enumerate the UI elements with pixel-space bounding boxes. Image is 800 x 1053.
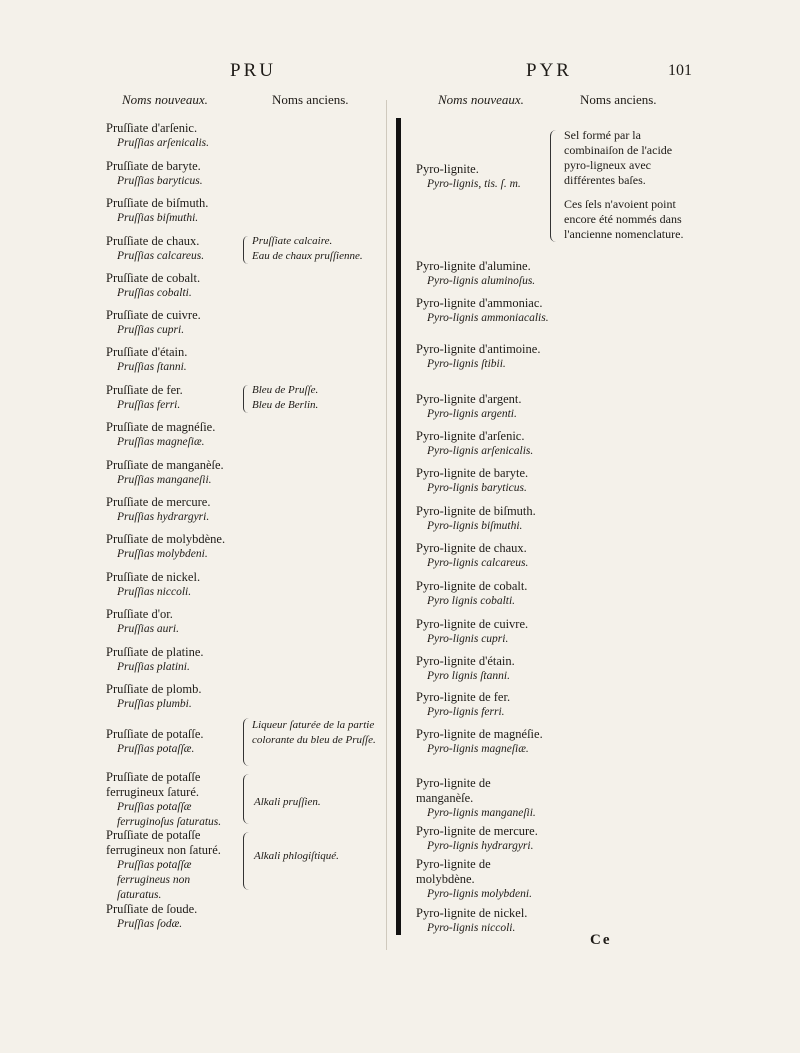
brace-fer <box>243 385 248 413</box>
entry-new-name: Pruſſiate de potaſſe ferrugineux ſaturé. <box>106 770 201 799</box>
entry-prussiate-etain <box>106 345 256 375</box>
entry-latin-name: Pruſſias potaſſæ ferruginoſus ſaturatus. <box>117 801 222 828</box>
entry-new-name: Pyro-lignite. <box>416 162 479 176</box>
note-pyro-ligneux: Sel formé par la combinaiſon de l'acide pyro-ligneux avec différentes baſes. <box>564 128 673 187</box>
entry-pyro-lignite-manganese <box>416 776 546 821</box>
column-divider-rule <box>396 118 401 935</box>
entry-new-name: Pyro-lignite de cuivre. <box>416 617 529 631</box>
entry-latin-name: Pruſſias auri. <box>117 623 179 635</box>
entry-latin-name: Pruſſias biſmuthi. <box>117 212 199 224</box>
entry-prussiate-molybdene <box>106 532 256 562</box>
entry-pyro-lignite-cobalt <box>416 579 552 609</box>
entry-pyro-lignite-baryte <box>416 466 552 496</box>
entry-latin-name: Pruſſias magneſiæ. <box>117 436 205 448</box>
ancient-potasse: Liqueur ſaturée de la partie colorante du bleu de Pruſſe. <box>252 719 376 746</box>
entry-new-name: Pruſſiate d'étain. <box>106 345 188 359</box>
entry-pyro-lignite-chaux <box>416 541 552 571</box>
ancient-potasse-sature: Alkali pruſſien. <box>254 796 321 808</box>
brace-potasse-sature <box>243 774 249 824</box>
col-header-right-old: Noms anciens. <box>580 92 657 107</box>
entry-prussiate-manganese <box>106 458 256 488</box>
entry-latin-name: Pyro lignis ſtanni. <box>427 670 510 682</box>
entry-prussiate-magnesie <box>106 420 256 450</box>
entry-latin-name: Pruſſias ferri. <box>117 399 181 411</box>
ancient-chaux-1: Pruſſiate calcaire. <box>252 235 333 247</box>
entry-pyro-lignite-magnesie <box>416 727 546 757</box>
brace-potasse-non-sature <box>243 832 249 890</box>
entry-new-name: Pruſſiate de chaux. <box>106 234 200 248</box>
entry-new-name: Pyro-lignite de chaux. <box>416 541 527 555</box>
entry-pyro-lignite-mercure <box>416 824 552 854</box>
entry-new-name: Pruſſiate de fer. <box>106 383 183 397</box>
entry-pyro-lignite-arsenic <box>416 429 552 459</box>
entry-prussiate-cuivre <box>106 308 256 338</box>
entry-pyro-lignite-bismuth <box>416 504 552 534</box>
entry-latin-name: Pruſſias molybdeni. <box>117 548 208 560</box>
entry-new-name: Pruſſiate de manganèſe. <box>106 458 224 472</box>
entry-prussiate-baryte <box>106 159 256 189</box>
entry-new-name: Pyro-lignite d'argent. <box>416 392 522 406</box>
entry-new-name: Pyro-lignite de biſmuth. <box>416 504 536 518</box>
page-number: 101 <box>668 62 692 79</box>
entry-new-name: Pyro-lignite de mercure. <box>416 824 538 838</box>
entry-pyro-lignite-molybdene <box>416 857 550 902</box>
ancient-chaux-2: Eau de chaux pruſſienne. <box>252 250 363 262</box>
entry-new-name: Pruſſiate de plomb. <box>106 682 202 696</box>
entry-new-name: Pyro-lignite de molybdène. <box>416 857 491 886</box>
entry-prussiate-bismuth <box>106 196 256 226</box>
entry-latin-name: Pyro-lignis hydrargyri. <box>427 840 534 852</box>
entry-new-name: Pruſſiate d'arſenic. <box>106 121 198 135</box>
col-header-left-new: Noms nouveaux. <box>122 92 208 107</box>
entry-latin-name: Pyro-lignis ammoniacalis. <box>427 312 549 324</box>
entry-latin-name: Pruſſias potaſſæ ferrugineus non ſaturatus. <box>117 859 192 901</box>
entry-prussiate-mercure <box>106 495 256 525</box>
entry-latin-name: Pruſſias ſodæ. <box>117 918 183 930</box>
entry-new-name: Pruſſiate de baryte. <box>106 159 201 173</box>
entry-prussiate-potasse-sature <box>106 770 234 830</box>
entry-new-name: Pruſſiate de magnéſie. <box>106 420 216 434</box>
entry-latin-name: Pyro-lignis manganeſii. <box>427 807 536 819</box>
entry-latin-name: Pruſſias plumbi. <box>117 698 192 710</box>
entry-new-name: Pyro-lignite d'ammoniac. <box>416 296 543 310</box>
entry-latin-name: Pyro-lignis niccoli. <box>427 922 516 934</box>
entry-latin-name: Pruſſias potaſſæ. <box>117 743 195 755</box>
entry-latin-name: Pruſſias cupri. <box>117 324 185 336</box>
entry-latin-name: Pyro-lignis argenti. <box>427 408 517 420</box>
entry-latin-name: Pyro-lignis molybdeni. <box>427 888 532 900</box>
entry-latin-name: Pruſſias manganeſii. <box>117 474 212 486</box>
entry-pyro-lignite-antimoine <box>416 342 550 372</box>
entry-new-name: Pruſſiate de cobalt. <box>106 271 201 285</box>
entry-new-name: Pyro-lignite de manganèſe. <box>416 776 491 805</box>
catchword: Ce <box>590 932 612 948</box>
entry-latin-name: Pruſſias cobalti. <box>117 287 192 299</box>
entry-pyro-lignite-fer <box>416 690 552 720</box>
brace-potasse <box>243 718 249 766</box>
entry-latin-name: Pruſſias platini. <box>117 661 190 673</box>
entry-prussiate-or <box>106 607 256 637</box>
entry-prussiate-nickel <box>106 570 256 600</box>
entry-pyro-lignite-etain <box>416 654 552 684</box>
entry-prussiate-potasse-non-sature <box>106 828 234 903</box>
entry-new-name: Pruſſiate de molybdène. <box>106 532 226 546</box>
entry-latin-name: Pruſſias baryticus. <box>117 175 203 187</box>
entry-new-name: Pruſſiate de platine. <box>106 645 204 659</box>
col-header-left-old: Noms anciens. <box>272 92 349 107</box>
entry-new-name: Pyro-lignite de baryte. <box>416 466 529 480</box>
entry-prussiate-cobalt <box>106 271 256 301</box>
entry-new-name: Pruſſiate de biſmuth. <box>106 196 209 210</box>
col-header-right-new: Noms nouveaux. <box>438 92 524 107</box>
entry-prussiate-platine <box>106 645 256 675</box>
entry-prussiate-plomb <box>106 682 256 712</box>
ancient-potasse-non-sature: Alkali phlogiſtiqué. <box>254 850 339 862</box>
entry-new-name: Pruſſiate de potaſſe ferrugineux non ſaturé. <box>106 828 221 857</box>
running-head-right: PYR <box>526 60 572 81</box>
entry-latin-name: Pyro-lignis ferri. <box>427 706 505 718</box>
entry-latin-name: Pyro-lignis biſmuthi. <box>427 520 523 532</box>
entry-prussiate-fer <box>106 383 256 413</box>
entry-latin-name: Pyro-lignis arſenicalis. <box>427 445 534 457</box>
entry-new-name: Pruſſiate de mercure. <box>106 495 211 509</box>
entry-new-name: Pyro-lignite de nickel. <box>416 906 528 920</box>
entry-pyro-lignite-ammoniac <box>416 296 552 326</box>
entry-new-name: Pyro-lignite d'alumine. <box>416 259 531 273</box>
entry-latin-name: Pruſſias niccoli. <box>117 586 192 598</box>
entry-latin-name: Pyro-lignis ſtibii. <box>427 358 506 370</box>
entry-latin-name: Pruſſias hydrargyri. <box>117 511 210 523</box>
entry-pyro-lignite-alumine <box>416 259 552 289</box>
entry-new-name: Pyro-lignite de cobalt. <box>416 579 528 593</box>
ancient-fer-1: Bleu de Pruſſe. <box>252 384 319 396</box>
entry-latin-name: Pyro-lignis, tis. ſ. m. <box>427 178 521 190</box>
entry-latin-name: Pyro-lignis magneſiæ. <box>427 743 529 755</box>
entry-latin-name: Pyro lignis cobalti. <box>427 595 516 607</box>
entry-new-name: Pruſſiate de ſoude. <box>106 902 198 916</box>
entry-prussiate-arsenic <box>106 121 256 151</box>
entry-new-name: Pruſſiate de cuivre. <box>106 308 201 322</box>
ancient-fer-2: Bleu de Berlin. <box>252 399 319 411</box>
entry-latin-name: Pyro-lignis calcareus. <box>427 557 529 569</box>
entry-new-name: Pruſſiate de potaſſe. <box>106 727 204 741</box>
entry-new-name: Pyro-lignite de magnéſie. <box>416 727 543 741</box>
brace-right-notes <box>550 130 557 242</box>
entry-latin-name: Pyro-lignis cupri. <box>427 633 509 645</box>
entry-prussiate-potasse <box>106 727 256 757</box>
entry-pyro-lignite-nickel <box>416 906 552 936</box>
page-gutter <box>386 100 387 950</box>
entry-pyro-lignite-cuivre <box>416 617 552 647</box>
entry-new-name: Pyro-lignite d'antimoine. <box>416 342 541 356</box>
entry-new-name: Pyro-lignite d'arſenic. <box>416 429 525 443</box>
note-not-named: Ces ſels n'avoient point encore été nommés dans l'ancienne nomenclature. <box>564 197 684 241</box>
entry-latin-name: Pruſſias calcareus. <box>117 250 205 262</box>
entry-pyro-lignite <box>416 162 546 192</box>
entry-new-name: Pruſſiate de nickel. <box>106 570 201 584</box>
entry-new-name: Pruſſiate d'or. <box>106 607 173 621</box>
entry-latin-name: Pyro-lignis baryticus. <box>427 482 527 494</box>
entry-latin-name: Pruſſias ſtanni. <box>117 361 187 373</box>
entry-latin-name: Pruſſias arſenicalis. <box>117 137 209 149</box>
entry-new-name: Pyro-lignite d'étain. <box>416 654 515 668</box>
brace-chaux <box>243 236 248 264</box>
entry-pyro-lignite-argent <box>416 392 552 422</box>
entry-prussiate-chaux <box>106 234 256 264</box>
entry-new-name: Pyro-lignite de fer. <box>416 690 511 704</box>
entry-latin-name: Pyro-lignis aluminoſus. <box>427 275 536 287</box>
running-head-left: PRU <box>230 60 276 81</box>
entry-prussiate-soude <box>106 902 256 932</box>
